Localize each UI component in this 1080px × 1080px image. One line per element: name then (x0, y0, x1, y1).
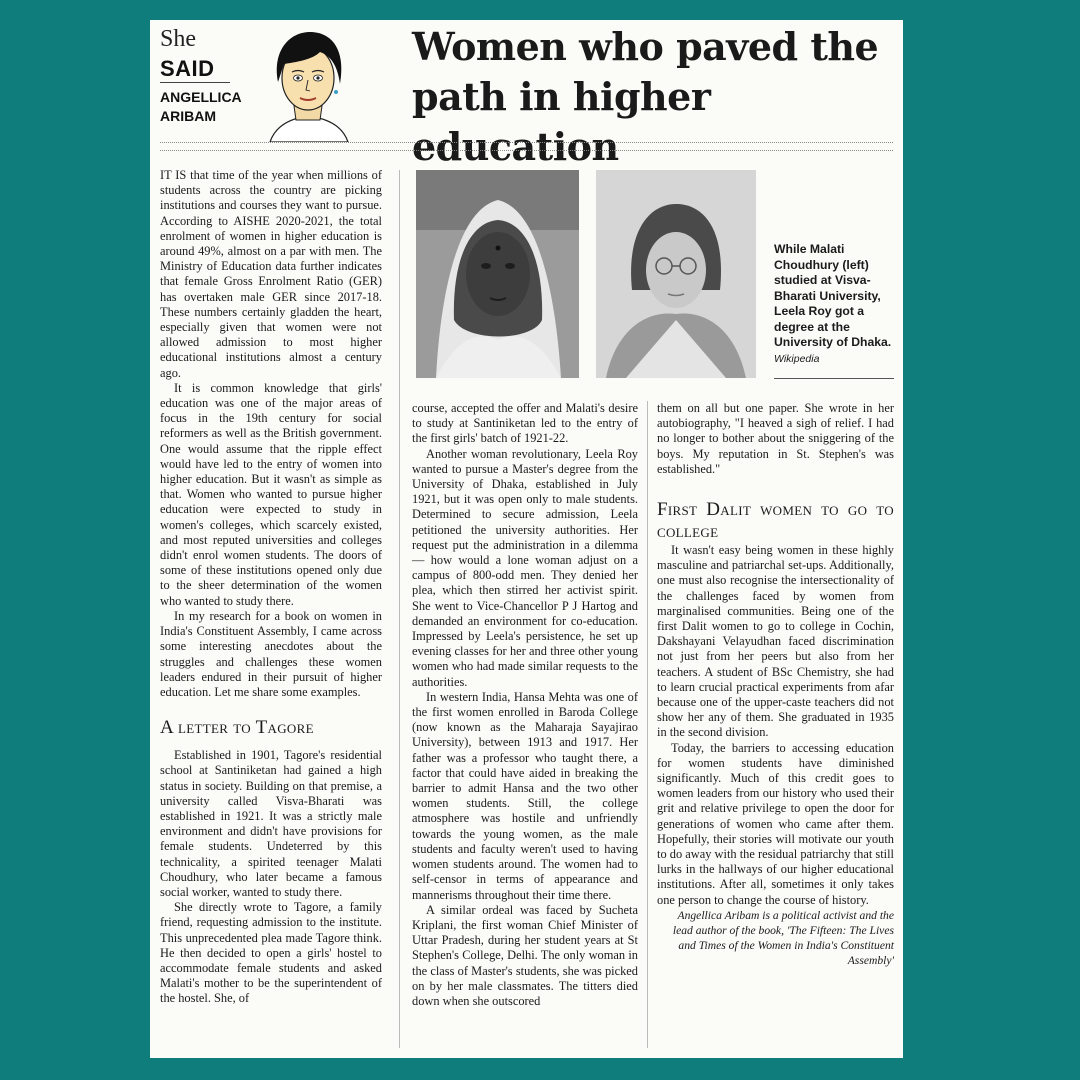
body-paragraph: them on all but one paper. She wrote in her autobiography, "I heaved a sigh of relief. I had no longer to bother about the sniggering of the boys. My reputation in St. Stephen's was established." (657, 401, 894, 476)
body-paragraph: A similar ordeal was faced by Sucheta Kriplani, the first woman Chief Minister of Uttar Pradesh, during her student years at St Stephen's College, Delhi. The only woman in the class of Master's students, she was picked on by her male classmates. The titters died down when she outscored (412, 902, 638, 1008)
author-first-name: ANGELLICA (160, 89, 242, 105)
author-portrait-illustration (250, 20, 366, 142)
author-bio: Angellica Aribam is a political activist and the lead author of the book, 'The Fifteen: The Lives and Times of the Women in India's Constituent Assembly' (672, 908, 894, 967)
section-heading-tagore: A letter to Tagore (160, 717, 314, 739)
body-paragraph: course, accepted the offer and Malati's desire to study at Santiniketan led to the entry of the first girls' batch of 1921-22. (412, 401, 638, 446)
photo-credit: Wikipedia (774, 352, 820, 365)
body-paragraph: Established in 1901, Tagore's residential school at Santiniketan had gained a high status in society. Building on that premise, a university called Visva-Bharati was established in 1921. It was a strictly male environment and didn't have provisions for female students. Undeterred by this technicality, a spirited teenager Malati Choudhury, who later became a famous social worker, wanted to study there. (160, 748, 382, 899)
body-paragraph: Another woman revolutionary, Leela Roy wanted to pursue a Master's degree from the University of Dhaka, established in July 1921, but it was open only to male students. Determined to secure admission, Leela petitioned the university authorities. Her request put the administration in a dilemma — how would a lone woman adjust on a campus of 800-odd men. They denied her plea, which then stirred her activist spirit. She went to Vice-Chancellor P J Hartog and demanded an environment for co-education. Impressed by Leela's persistence, he set up evening classes for her and three other young women who had made similar requests to the authorities. (412, 446, 638, 689)
column-name-she: She (160, 26, 196, 52)
author-last-name: ARIBAM (160, 108, 216, 124)
column-divider (647, 401, 648, 1048)
intro-paragraph: It is common knowledge that girls' education was one of the major areas of focus in the 19th century for social reformers as well as the British government. One would assume that the ripple effect would have led to the entry of women into higher education. But it wasn't as simple as that. Women who wanted to pursue higher education were expected to study in women's colleges, which scarcely existed, and most reputed universities and colleges didn't enrol women students. The doors of some of these institutions opened only due to the sheer determination of the women who wanted to study there. (160, 380, 382, 608)
article-column-1 (160, 168, 382, 1007)
column-divider (399, 170, 400, 1048)
caption-rule (774, 378, 894, 379)
author-byline (160, 88, 250, 126)
caption-text: While Malati Choudhury (left) studied at Visva-Bharati University, Leela Roy got a degree at the University of Dhaka. (774, 242, 892, 349)
article-column-3 (657, 401, 894, 968)
article-column-2 (412, 401, 638, 1009)
intro-paragraph: In my research for a book on women in India's Constituent Assembly, I came across some interesting anecdotes about the struggles and challenges these women leaders endured in their pursuit of higher education. Let me share some examples. (160, 608, 382, 699)
header-rule (160, 142, 893, 151)
portrait-woman-spectacles (596, 170, 756, 378)
headline: Women who paved the path in higher education (412, 24, 879, 169)
body-paragraph: In western India, Hansa Mehta was one of the first women enrolled in Baroda College (now known as the Maharaja Sayajirao University), between 1913 and 1917. Her father was a professor who taught there, a factor that could have aided in breaking the barrier to admit Hansa and the two other women students. Still, the college atmosphere was hostile and unfriendly towards the young women, as the male students and faculty weren't used to having women students around. The women had to self-censor in terms of appearance and mannerisms throughout their time there. (412, 689, 638, 902)
body-paragraph: She directly wrote to Tagore, a family friend, requesting admission to the institute. This unprecedented plea made Tagore think. He then decided to open a girls' hostel to accommodate female students and asked Malati's mother to be the superintendent of the hostel. She, of (160, 900, 382, 1006)
body-paragraph: Today, the barriers to accessing education for women students have diminished significantly. Much of this credit goes to women leaders from our history who used their grit and relative privilege to open the door for generations of women who came after them. Hopefully, their stories will motivate our youth to do away with the residual patriarchy that still lurks in the hallways of our higher educational institutions. After all, sometimes it only takes one person to change the course of history. (657, 740, 894, 907)
photo-malati-choudhury (416, 170, 579, 378)
portrait-elderly-woman (416, 170, 579, 378)
section-heading-dalit: First Dalit women to go to college (657, 499, 894, 543)
intro-paragraph: IT IS that time of the year when millions of students across the country are picking institutions and courses they want to pursue. According to AISHE 2020-2021, the total enrolment of women in higher education is around 49%, almost on a par with men. The Ministry of Education data further indicates that female Gross Enrolment Ratio (GER) has overtaken male GER since 2017-18. These numbers certainly gladden the heart, especially given that women were not allowed admission to most higher educational institutions almost a century ago. (160, 168, 382, 380)
photo-leela-roy (596, 170, 756, 378)
photo-caption (774, 242, 894, 367)
column-name-said: SAID (160, 56, 215, 81)
body-paragraph: It wasn't easy being women in these highly masculine and patriarchal set-ups. Additionally, one must also recognise the intersectionality of the challenges faced by women from marginalised communities. Being one of the first Dalit women to go to college in Cochin, Dakshayani Velayudhan faced discrimination not just from her peers but also from her teachers. A student of BSc Chemistry, she had to learn crucial practical experiments from afar because one of the upper-caste teachers did not show her any of them. She graduated in 1935 in the second division. (657, 543, 894, 740)
masthead-divider (160, 82, 230, 83)
newspaper-column (150, 20, 903, 1058)
